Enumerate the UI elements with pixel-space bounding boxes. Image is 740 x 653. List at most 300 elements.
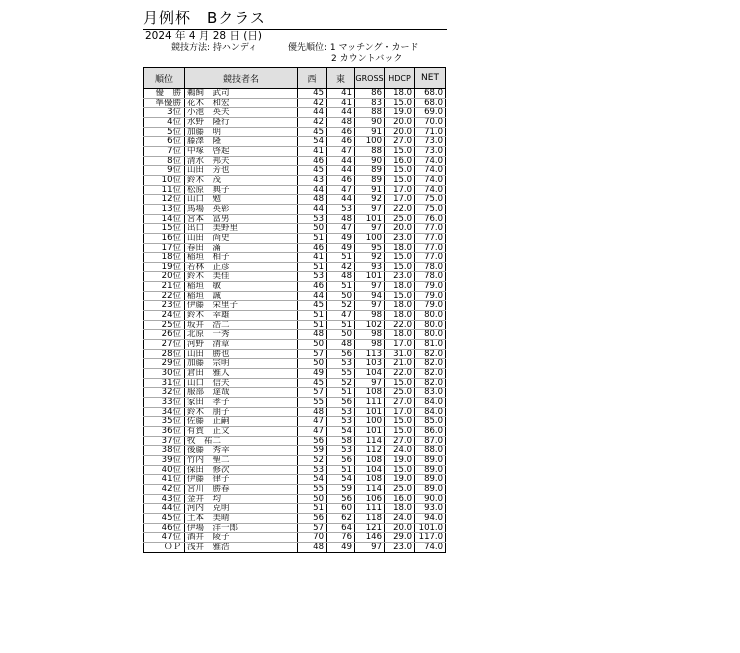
- west-score-cell: 45: [298, 89, 327, 99]
- table-row: [144, 494, 446, 504]
- west-score-cell: 44: [298, 291, 327, 301]
- table-row: [144, 320, 446, 330]
- west-score-cell: 70: [298, 533, 327, 543]
- rank-cell: 13位: [144, 204, 185, 214]
- west-score-cell: 51: [298, 320, 327, 330]
- east-score-cell: 50: [327, 291, 355, 301]
- west-score-cell: 50: [298, 224, 327, 234]
- handicap-cell: 16.0: [385, 494, 415, 504]
- handicap-cell: 17.0: [385, 195, 415, 205]
- west-score-cell: 47: [298, 426, 327, 436]
- rank-cell: 36位: [144, 426, 185, 436]
- table-row: [144, 291, 446, 301]
- net-score-cell: 89.0: [415, 484, 446, 494]
- east-score-cell: 53: [327, 407, 355, 417]
- table-row: [144, 262, 446, 272]
- table-row: [144, 233, 446, 243]
- rank-cell: 4位: [144, 117, 185, 127]
- handicap-cell: 19.0: [385, 475, 415, 485]
- player-name-cell: 後藤 秀幸: [185, 446, 298, 456]
- gross-score-cell: 97: [355, 301, 385, 311]
- handicap-cell: 15.0: [385, 253, 415, 263]
- east-score-cell: 52: [327, 301, 355, 311]
- handicap-cell: 18.0: [385, 311, 415, 321]
- player-name-cell: 酒井 陵子: [185, 533, 298, 543]
- table-row: [144, 243, 446, 253]
- west-score-cell: 46: [298, 243, 327, 253]
- table-row: [144, 475, 446, 485]
- handicap-cell: 25.0: [385, 388, 415, 398]
- east-score-cell: 54: [327, 426, 355, 436]
- rank-cell: 10位: [144, 175, 185, 185]
- handicap-cell: 27.0: [385, 436, 415, 446]
- handicap-cell: 18.0: [385, 301, 415, 311]
- player-name-cell: 加藤 明: [185, 127, 298, 137]
- handicap-cell: 15.0: [385, 166, 415, 176]
- handicap-cell: 15.0: [385, 175, 415, 185]
- page-title: 月例杯 Bクラス: [143, 9, 266, 27]
- east-score-cell: 62: [327, 513, 355, 523]
- east-score-cell: 76: [327, 533, 355, 543]
- west-score-cell: 51: [298, 311, 327, 321]
- net-score-cell: 77.0: [415, 243, 446, 253]
- net-score-cell: 75.0: [415, 195, 446, 205]
- east-score-cell: 44: [327, 156, 355, 166]
- east-score-cell: 49: [327, 243, 355, 253]
- gross-score-cell: 94: [355, 291, 385, 301]
- west-score-cell: 50: [298, 359, 327, 369]
- net-score-cell: 94.0: [415, 513, 446, 523]
- east-score-cell: 56: [327, 455, 355, 465]
- col-header-gross: GROSS: [355, 68, 385, 89]
- east-score-cell: 41: [327, 89, 355, 99]
- player-name-cell: 竹内 聖二: [185, 455, 298, 465]
- east-score-cell: 41: [327, 98, 355, 108]
- table-row: [144, 407, 446, 417]
- gross-score-cell: 106: [355, 494, 385, 504]
- east-score-cell: 47: [327, 311, 355, 321]
- net-score-cell: 81.0: [415, 340, 446, 350]
- player-name-cell: 山口 信夫: [185, 378, 298, 388]
- competition-method: 競技方法: 持ハンディ: [171, 43, 258, 53]
- east-score-cell: 56: [327, 398, 355, 408]
- col-header-rank: 順位: [144, 68, 185, 89]
- handicap-cell: 15.0: [385, 378, 415, 388]
- east-score-cell: 47: [327, 146, 355, 156]
- west-score-cell: 52: [298, 455, 327, 465]
- rank-cell: 20位: [144, 272, 185, 282]
- player-name-cell: 宮川 勝春: [185, 484, 298, 494]
- rank-cell: 38位: [144, 446, 185, 456]
- west-score-cell: 46: [298, 156, 327, 166]
- gross-score-cell: 93: [355, 262, 385, 272]
- gross-score-cell: 95: [355, 243, 385, 253]
- gross-score-cell: 89: [355, 166, 385, 176]
- player-name-cell: 河野 清章: [185, 340, 298, 350]
- east-score-cell: 44: [327, 195, 355, 205]
- gross-score-cell: 118: [355, 513, 385, 523]
- rank-cell: 45位: [144, 513, 185, 523]
- table-row: [144, 455, 446, 465]
- handicap-cell: 23.0: [385, 272, 415, 282]
- rank-cell: 47位: [144, 533, 185, 543]
- net-score-cell: 89.0: [415, 475, 446, 485]
- player-name-cell: 加藤 宗明: [185, 359, 298, 369]
- east-score-cell: 44: [327, 166, 355, 176]
- west-score-cell: 42: [298, 98, 327, 108]
- table-row: [144, 166, 446, 176]
- east-score-cell: 53: [327, 446, 355, 456]
- west-score-cell: 45: [298, 301, 327, 311]
- handicap-cell: 18.0: [385, 282, 415, 292]
- net-score-cell: 80.0: [415, 330, 446, 340]
- gross-score-cell: 101: [355, 214, 385, 224]
- player-name-cell: 土本 美晴: [185, 513, 298, 523]
- west-score-cell: 50: [298, 494, 327, 504]
- table-row: [144, 465, 446, 475]
- west-score-cell: 44: [298, 185, 327, 195]
- east-score-cell: 51: [327, 253, 355, 263]
- gross-score-cell: 108: [355, 475, 385, 485]
- table-row: [144, 417, 446, 427]
- rank-cell: 39位: [144, 455, 185, 465]
- net-score-cell: 83.0: [415, 388, 446, 398]
- table-row: [144, 108, 446, 118]
- player-name-cell: 鈴木 美佳: [185, 272, 298, 282]
- east-score-cell: 52: [327, 378, 355, 388]
- player-name-cell: 佐藤 正嗣: [185, 417, 298, 427]
- table-row: [144, 204, 446, 214]
- rank-cell: 33位: [144, 398, 185, 408]
- gross-score-cell: 98: [355, 311, 385, 321]
- net-score-cell: 78.0: [415, 272, 446, 282]
- net-score-cell: 89.0: [415, 465, 446, 475]
- player-name-cell: 春田 滿: [185, 243, 298, 253]
- player-name-cell: 有賀 正文: [185, 426, 298, 436]
- net-score-cell: 87.0: [415, 436, 446, 446]
- net-score-cell: 86.0: [415, 426, 446, 436]
- rank-cell: 24位: [144, 311, 185, 321]
- table-row: [144, 398, 446, 408]
- west-score-cell: 41: [298, 253, 327, 263]
- table-row: [144, 513, 446, 523]
- net-score-cell: 77.0: [415, 253, 446, 263]
- table-row: [144, 340, 446, 350]
- table-row: [144, 89, 446, 99]
- player-name-cell: 稲垣 誠: [185, 291, 298, 301]
- west-score-cell: 51: [298, 262, 327, 272]
- gross-score-cell: 111: [355, 504, 385, 514]
- player-name-cell: 伊藤 栄里子: [185, 301, 298, 311]
- rank-cell: 9位: [144, 166, 185, 176]
- priority-rule-1: 優先順位: 1 マッチング・カード: [288, 43, 419, 53]
- gross-score-cell: 98: [355, 330, 385, 340]
- table-row: [144, 484, 446, 494]
- col-header-name: 競技者名: [185, 68, 298, 89]
- competition-date: 2024 年 4 月 28 日 (日): [145, 30, 262, 42]
- player-name-cell: 馬場 英彰: [185, 204, 298, 214]
- table-row: [144, 98, 446, 108]
- west-score-cell: 54: [298, 475, 327, 485]
- rank-cell: 8位: [144, 156, 185, 166]
- gross-score-cell: 108: [355, 455, 385, 465]
- rank-cell: 35位: [144, 417, 185, 427]
- player-name-cell: 鈴木 茂: [185, 175, 298, 185]
- gross-score-cell: 114: [355, 484, 385, 494]
- west-score-cell: 53: [298, 465, 327, 475]
- rank-cell: 21位: [144, 282, 185, 292]
- table-header-row: [144, 68, 446, 89]
- west-score-cell: 41: [298, 146, 327, 156]
- east-score-cell: 46: [327, 175, 355, 185]
- handicap-cell: 20.0: [385, 224, 415, 234]
- table-row: [144, 542, 446, 552]
- player-name-cell: 山田 芳也: [185, 166, 298, 176]
- west-score-cell: 43: [298, 175, 327, 185]
- handicap-cell: 22.0: [385, 320, 415, 330]
- west-score-cell: 57: [298, 388, 327, 398]
- player-name-cell: 服部 達哉: [185, 388, 298, 398]
- player-name-cell: 鵜飼 武司: [185, 89, 298, 99]
- west-score-cell: 46: [298, 282, 327, 292]
- gross-score-cell: 121: [355, 523, 385, 533]
- west-score-cell: 57: [298, 523, 327, 533]
- table-row: [144, 426, 446, 436]
- net-score-cell: 74.0: [415, 166, 446, 176]
- west-score-cell: 50: [298, 340, 327, 350]
- player-name-cell: 浅井 雅浩: [185, 542, 298, 552]
- player-name-cell: 水野 隆行: [185, 117, 298, 127]
- rank-cell: 11位: [144, 185, 185, 195]
- net-score-cell: 79.0: [415, 291, 446, 301]
- rank-cell: 18位: [144, 253, 185, 263]
- net-score-cell: 74.0: [415, 156, 446, 166]
- gross-score-cell: 101: [355, 407, 385, 417]
- handicap-cell: 15.0: [385, 146, 415, 156]
- table-row: [144, 253, 446, 263]
- net-score-cell: 82.0: [415, 349, 446, 359]
- west-score-cell: 55: [298, 484, 327, 494]
- gross-score-cell: 97: [355, 542, 385, 552]
- handicap-cell: 17.0: [385, 185, 415, 195]
- gross-score-cell: 100: [355, 137, 385, 147]
- east-score-cell: 48: [327, 340, 355, 350]
- east-score-cell: 56: [327, 349, 355, 359]
- player-name-cell: 倉田 雅人: [185, 369, 298, 379]
- table-row: [144, 378, 446, 388]
- west-score-cell: 45: [298, 166, 327, 176]
- east-score-cell: 49: [327, 233, 355, 243]
- table-row: [144, 117, 446, 127]
- table-row: [144, 175, 446, 185]
- rank-cell: 34位: [144, 407, 185, 417]
- handicap-cell: 27.0: [385, 398, 415, 408]
- gross-score-cell: 113: [355, 349, 385, 359]
- col-header-net: NET: [415, 68, 446, 89]
- table-row: [144, 127, 446, 137]
- table-row: [144, 523, 446, 533]
- net-score-cell: 93.0: [415, 504, 446, 514]
- rank-cell: 27位: [144, 340, 185, 350]
- rank-cell: 41位: [144, 475, 185, 485]
- table-row: [144, 195, 446, 205]
- rank-cell: 14位: [144, 214, 185, 224]
- handicap-cell: 24.0: [385, 513, 415, 523]
- west-score-cell: 59: [298, 446, 327, 456]
- handicap-cell: 22.0: [385, 204, 415, 214]
- handicap-cell: 22.0: [385, 369, 415, 379]
- player-name-cell: 牧 祐二: [185, 436, 298, 446]
- east-score-cell: 53: [327, 359, 355, 369]
- handicap-cell: 23.0: [385, 542, 415, 552]
- west-score-cell: 45: [298, 127, 327, 137]
- west-score-cell: 57: [298, 349, 327, 359]
- table-row: [144, 301, 446, 311]
- net-score-cell: 80.0: [415, 320, 446, 330]
- player-name-cell: 稲垣 敏: [185, 282, 298, 292]
- player-name-cell: 清水 邦夫: [185, 156, 298, 166]
- east-score-cell: 42: [327, 262, 355, 272]
- handicap-cell: 15.0: [385, 426, 415, 436]
- handicap-cell: 27.0: [385, 137, 415, 147]
- table-row: [144, 185, 446, 195]
- east-score-cell: 51: [327, 320, 355, 330]
- east-score-cell: 48: [327, 117, 355, 127]
- player-name-cell: 稲垣 相子: [185, 253, 298, 263]
- table-row: [144, 224, 446, 234]
- rank-cell: 37位: [144, 436, 185, 446]
- rank-cell: 43位: [144, 494, 185, 504]
- handicap-cell: 18.0: [385, 89, 415, 99]
- net-score-cell: 69.0: [415, 108, 446, 118]
- net-score-cell: 68.0: [415, 89, 446, 99]
- handicap-cell: 15.0: [385, 262, 415, 272]
- west-score-cell: 53: [298, 214, 327, 224]
- west-score-cell: 55: [298, 398, 327, 408]
- east-score-cell: 44: [327, 108, 355, 118]
- net-score-cell: 78.0: [415, 262, 446, 272]
- net-score-cell: 82.0: [415, 369, 446, 379]
- handicap-cell: 18.0: [385, 504, 415, 514]
- player-name-cell: 若林 正彦: [185, 262, 298, 272]
- gross-score-cell: 101: [355, 426, 385, 436]
- rank-cell: 準優勝: [144, 98, 185, 108]
- player-name-cell: 花木 和宏: [185, 98, 298, 108]
- handicap-cell: 18.0: [385, 330, 415, 340]
- gross-score-cell: 83: [355, 98, 385, 108]
- table-row: [144, 214, 446, 224]
- gross-score-cell: 103: [355, 359, 385, 369]
- net-score-cell: 71.0: [415, 127, 446, 137]
- rank-cell: 44位: [144, 504, 185, 514]
- west-score-cell: 48: [298, 195, 327, 205]
- rank-cell: 40位: [144, 465, 185, 475]
- player-name-cell: 伊藤 律子: [185, 475, 298, 485]
- handicap-cell: 15.0: [385, 465, 415, 475]
- table-row: [144, 311, 446, 321]
- player-name-cell: 金井 均: [185, 494, 298, 504]
- east-score-cell: 54: [327, 475, 355, 485]
- gross-score-cell: 108: [355, 388, 385, 398]
- west-score-cell: 49: [298, 369, 327, 379]
- table-row: [144, 146, 446, 156]
- handicap-cell: 16.0: [385, 156, 415, 166]
- rank-cell: 19位: [144, 262, 185, 272]
- rank-cell: 17位: [144, 243, 185, 253]
- gross-score-cell: 97: [355, 378, 385, 388]
- handicap-cell: 23.0: [385, 233, 415, 243]
- handicap-cell: 20.0: [385, 127, 415, 137]
- player-name-cell: 伊場 洋一郎: [185, 523, 298, 533]
- west-score-cell: 53: [298, 272, 327, 282]
- net-score-cell: 84.0: [415, 407, 446, 417]
- rank-cell: 42位: [144, 484, 185, 494]
- west-score-cell: 44: [298, 204, 327, 214]
- net-score-cell: 75.0: [415, 204, 446, 214]
- rank-cell: ＯＰ: [144, 542, 185, 552]
- rank-cell: 6位: [144, 137, 185, 147]
- gross-score-cell: 97: [355, 224, 385, 234]
- west-score-cell: 56: [298, 436, 327, 446]
- gross-score-cell: 100: [355, 417, 385, 427]
- gross-score-cell: 102: [355, 320, 385, 330]
- west-score-cell: 56: [298, 513, 327, 523]
- net-score-cell: 82.0: [415, 378, 446, 388]
- handicap-cell: 15.0: [385, 98, 415, 108]
- table-row: [144, 388, 446, 398]
- rank-cell: 46位: [144, 523, 185, 533]
- east-score-cell: 60: [327, 504, 355, 514]
- net-score-cell: 73.0: [415, 146, 446, 156]
- player-name-cell: 家田 孝子: [185, 398, 298, 408]
- handicap-cell: 25.0: [385, 484, 415, 494]
- player-name-cell: 松原 典子: [185, 185, 298, 195]
- west-score-cell: 51: [298, 504, 327, 514]
- table-row: [144, 359, 446, 369]
- rank-cell: 12位: [144, 195, 185, 205]
- east-score-cell: 47: [327, 185, 355, 195]
- east-score-cell: 46: [327, 127, 355, 137]
- player-name-cell: 宮本 富男: [185, 214, 298, 224]
- rank-cell: 30位: [144, 369, 185, 379]
- gross-score-cell: 88: [355, 108, 385, 118]
- rank-cell: 5位: [144, 127, 185, 137]
- east-score-cell: 55: [327, 369, 355, 379]
- east-score-cell: 51: [327, 465, 355, 475]
- east-score-cell: 48: [327, 272, 355, 282]
- gross-score-cell: 91: [355, 127, 385, 137]
- player-name-cell: 鈴木 幸雄: [185, 311, 298, 321]
- west-score-cell: 45: [298, 378, 327, 388]
- handicap-cell: 17.0: [385, 340, 415, 350]
- gross-score-cell: 101: [355, 272, 385, 282]
- net-score-cell: 76.0: [415, 214, 446, 224]
- east-score-cell: 49: [327, 542, 355, 552]
- player-name-cell: 山口 勉: [185, 195, 298, 205]
- gross-score-cell: 90: [355, 156, 385, 166]
- rank-cell: 7位: [144, 146, 185, 156]
- player-name-cell: 出口 美野里: [185, 224, 298, 234]
- handicap-cell: 15.0: [385, 291, 415, 301]
- east-score-cell: 46: [327, 137, 355, 147]
- east-score-cell: 47: [327, 224, 355, 234]
- player-name-cell: 北原 一秀: [185, 330, 298, 340]
- handicap-cell: 19.0: [385, 108, 415, 118]
- west-score-cell: 48: [298, 330, 327, 340]
- player-name-cell: 河内 克明: [185, 504, 298, 514]
- table-row: [144, 282, 446, 292]
- handicap-cell: 19.0: [385, 455, 415, 465]
